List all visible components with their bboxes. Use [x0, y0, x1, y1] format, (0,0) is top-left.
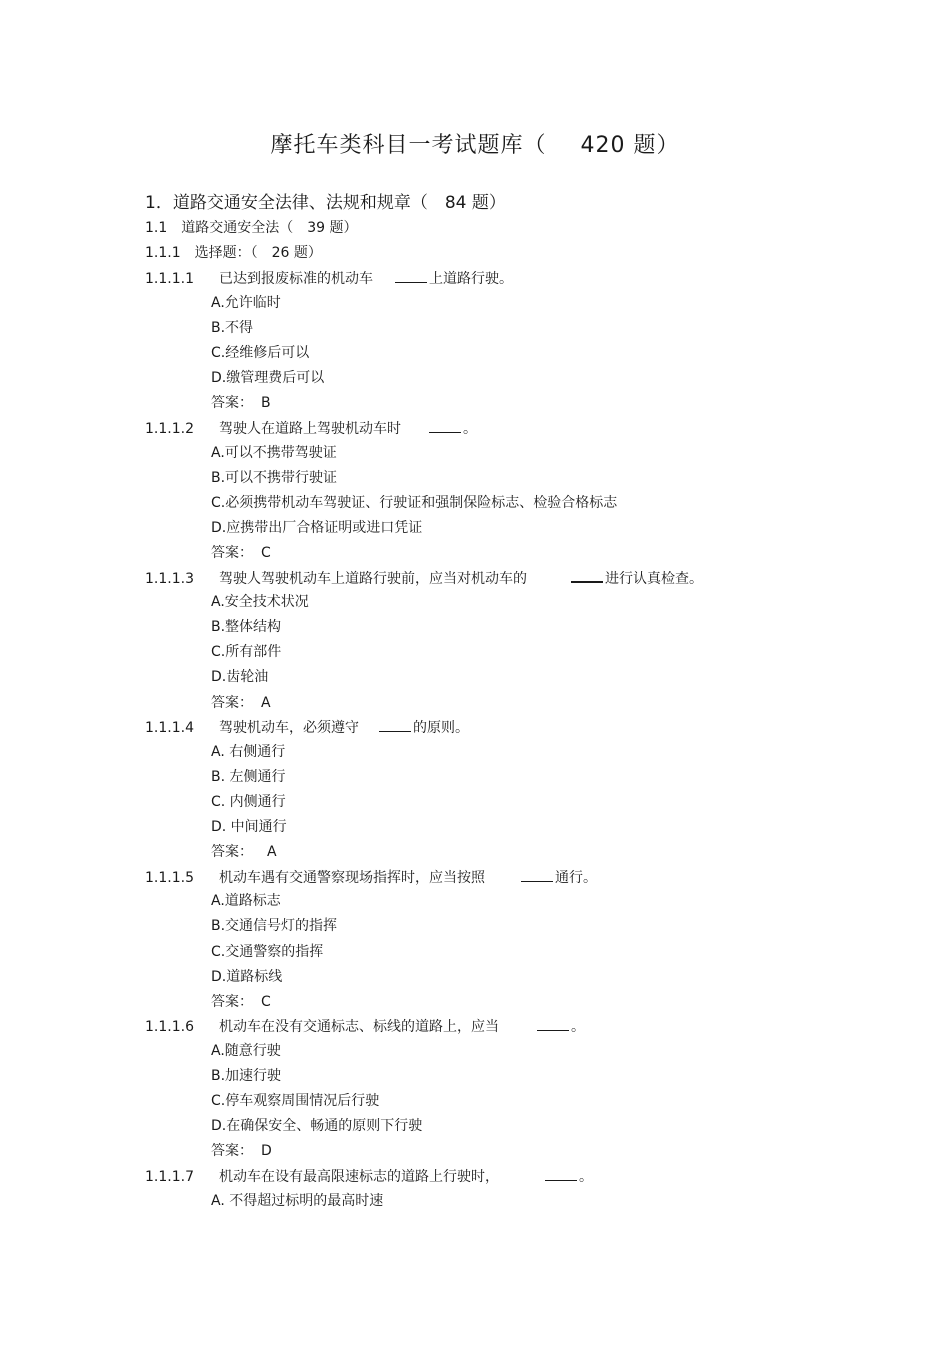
option-d: D.应携带出厂合格证明或进口凭证	[211, 520, 423, 536]
answer-label: 答案：	[211, 395, 253, 411]
option-a: A.可以不携带驾驶证	[211, 445, 337, 461]
page-title	[0, 128, 950, 159]
question-number: 1.1.1.6	[145, 1019, 194, 1035]
answer-line	[211, 842, 277, 862]
fill-blank	[521, 867, 553, 882]
question-text-after: 。	[579, 1169, 593, 1185]
question-stem	[145, 1016, 585, 1037]
question-number: 1.1.1.1	[145, 271, 194, 287]
answer-line	[211, 543, 271, 563]
question-stem	[145, 418, 477, 439]
answer-value: B	[261, 395, 271, 411]
option-b: B. 左侧通行	[211, 769, 286, 785]
option-a: A.随意行驶	[211, 1043, 281, 1059]
answer-line	[211, 693, 271, 713]
option-c: C.所有部件	[211, 644, 282, 660]
option-d: D.齿轮油	[211, 669, 269, 685]
question-stem	[145, 1166, 593, 1187]
option-a: A.允许临时	[211, 295, 281, 311]
option-d: D.在确保安全、畅通的原则下行驶	[211, 1118, 423, 1134]
question-text: 机动车在设有最高限速标志的道路上行驶时，	[219, 1169, 499, 1185]
question-text-after: 的原则。	[413, 720, 469, 736]
question-text-after: 上道路行驶。	[429, 271, 513, 287]
question-number: 1.1.1.5	[145, 870, 194, 886]
answer-value: A	[261, 695, 271, 711]
answer-label: 答案：	[211, 844, 253, 860]
fill-blank	[545, 1166, 577, 1181]
option-a: A. 不得超过标明的最高时速	[211, 1193, 384, 1209]
option-d: D.道路标线	[211, 969, 283, 985]
answer-line	[211, 393, 271, 413]
section-heading-1-1-1: 1.1.1 选择题：（ 26 题）	[145, 245, 322, 261]
question-text: 驾驶人驾驶机动车上道路行驶前，应当对机动车的	[219, 571, 527, 587]
option-c: C. 内侧通行	[211, 794, 286, 810]
question-stem	[145, 268, 513, 289]
answer-line	[211, 992, 271, 1012]
answer-value: C	[261, 994, 271, 1010]
question-text: 驾驶人在道路上驾驶机动车时	[219, 421, 401, 437]
answer-label: 答案：	[211, 695, 253, 711]
question-stem	[145, 717, 469, 738]
option-b: B.不得	[211, 320, 254, 336]
answer-value: C	[261, 545, 271, 561]
question-text: 已达到报废标准的机动车	[219, 271, 373, 287]
question-text: 机动车遇有交通警察现场指挥时，应当按照	[219, 870, 485, 886]
option-a: A.安全技术状况	[211, 594, 309, 610]
option-b: B.加速行驶	[211, 1068, 282, 1084]
question-number: 1.1.1.7	[145, 1169, 194, 1185]
section-heading-1: 1．道路交通安全法律、法规和规章（ 84 题）	[145, 193, 506, 213]
option-b: B.可以不携带行驶证	[211, 470, 338, 486]
answer-value: A	[267, 844, 277, 860]
fill-blank	[379, 717, 411, 732]
question-text: 机动车在没有交通标志、标线的道路上，应当	[219, 1019, 499, 1035]
fill-blank	[537, 1016, 569, 1031]
section-heading-1-1: 1.1 道路交通安全法（ 39 题）	[145, 220, 358, 236]
option-a: A. 右侧通行	[211, 744, 286, 760]
option-d: D.缴管理费后可以	[211, 370, 325, 386]
option-d: D. 中间通行	[211, 819, 287, 835]
question-text: 驾驶机动车，必须遵守	[219, 720, 359, 736]
option-c: C.停车观察周围情况后行驶	[211, 1093, 380, 1109]
question-number: 1.1.1.4	[145, 720, 194, 736]
option-b: B.交通信号灯的指挥	[211, 918, 338, 934]
answer-label: 答案：	[211, 545, 253, 561]
fill-blank	[429, 418, 461, 433]
answer-label: 答案：	[211, 1143, 253, 1159]
fill-blank	[571, 567, 603, 583]
question-text-after: 通行。	[555, 870, 597, 886]
option-b: B.整体结构	[211, 619, 282, 635]
question-text-after: 。	[463, 421, 477, 437]
question-stem	[145, 867, 597, 888]
fill-blank	[395, 268, 427, 283]
question-number: 1.1.1.2	[145, 421, 194, 437]
title-main: 摩托车类科目一考试题库（	[270, 133, 547, 158]
option-c: C.必须携带机动车驾驶证、行驶证和强制保险标志、检验合格标志	[211, 495, 618, 511]
option-a: A.道路标志	[211, 893, 281, 909]
question-text-after: 进行认真检查。	[605, 571, 703, 587]
answer-line	[211, 1141, 272, 1161]
option-c: C.交通警察的指挥	[211, 944, 324, 960]
question-number: 1.1.1.3	[145, 571, 194, 587]
question-text-after: 。	[571, 1019, 585, 1035]
title-count: 420 题）	[580, 133, 680, 158]
option-c: C.经维修后可以	[211, 345, 310, 361]
answer-label: 答案：	[211, 994, 253, 1010]
answer-value: D	[261, 1143, 272, 1159]
question-stem	[145, 567, 703, 589]
